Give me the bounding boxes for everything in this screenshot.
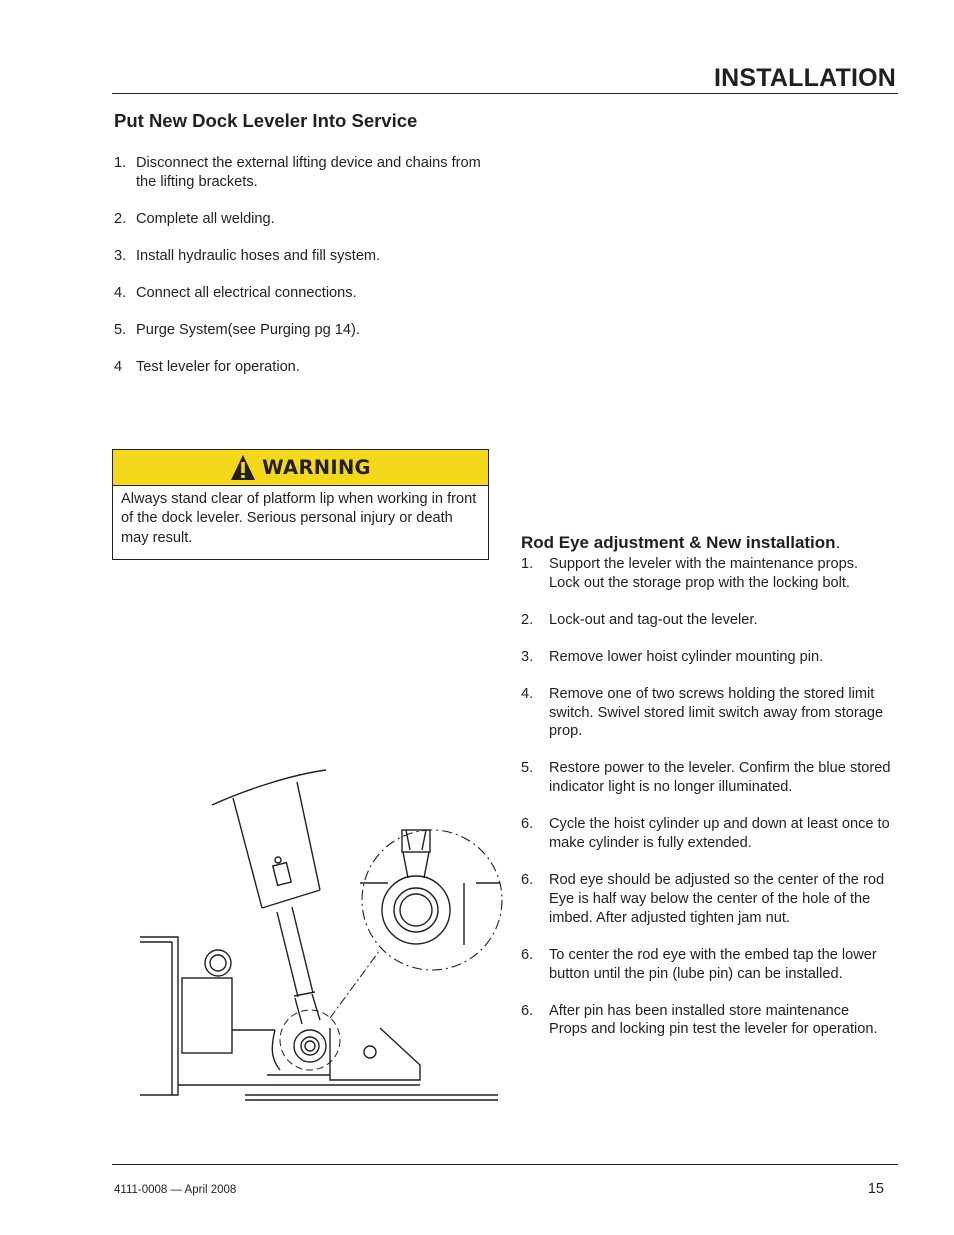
step-text: Rod eye should be adjusted so the center of the rod Eye is half way below the center of the hole of the imbed. After adjusted tighten jam nut. — [549, 871, 885, 926]
step-text: Support the leveler with the maintenance props. Lock out the storage prop with the locking bolt. — [549, 556, 859, 591]
list-item — [114, 247, 494, 266]
step-number: 2. — [521, 611, 534, 628]
list-item — [521, 648, 891, 667]
step-text: Purge System(see Purging pg 14). — [136, 322, 360, 338]
step-text: Restore power to the leveler. Confirm the blue stored indicator light is no longer illuminated. — [549, 760, 891, 796]
step-number: 5. — [114, 322, 127, 338]
service-section-heading: Put New Dock Leveler Into Service — [114, 110, 418, 131]
step-text: Test leveler for operation. — [136, 359, 300, 375]
rod-heading-text: Rod Eye adjustment & New installation — [521, 533, 836, 552]
list-item — [521, 815, 891, 853]
list-item — [521, 611, 891, 630]
warning-label: WARNING — [262, 456, 371, 479]
step-number: 6. — [521, 816, 534, 833]
step-text: Disconnect the external lifting device and chains from the lifting brackets. — [136, 155, 481, 190]
step-text: Remove one of two screws holding the stored limit switch. Swivel stored limit switch away from storage prop. — [549, 685, 884, 740]
list-item — [114, 321, 494, 340]
header-rule — [112, 93, 898, 94]
step-text: Install hydraulic hoses and fill system. — [136, 248, 381, 264]
page-title: INSTALLATION — [713, 64, 896, 92]
hoist-cylinder-diagram — [130, 760, 505, 1105]
step-number: 2. — [114, 211, 127, 227]
list-item — [114, 284, 494, 303]
step-number: 4 — [114, 359, 123, 375]
step-number: 3. — [521, 648, 534, 665]
list-item — [521, 685, 891, 742]
step-number: 5. — [521, 760, 534, 777]
cylinder-body-drawing — [212, 770, 326, 1024]
footer-doc-reference: 4111-0008 — April 2008 — [114, 1184, 237, 1196]
page-number: 15 — [867, 1181, 884, 1197]
step-number: 4. — [114, 285, 127, 301]
warning-text: Always stand clear of platform lip when working in front of the dock leveler. Serious personal injury or death may result. — [121, 491, 477, 546]
step-text: Connect all electrical connections. — [136, 285, 357, 301]
step-number: 6. — [521, 1002, 534, 1019]
list-item — [521, 946, 891, 984]
step-number: 3. — [114, 248, 127, 264]
list-item — [521, 1002, 891, 1040]
list-item — [521, 871, 891, 928]
list-item — [521, 759, 891, 797]
footer-rule — [112, 1164, 898, 1165]
step-text: Complete all welding. — [136, 211, 275, 227]
step-number: 6. — [521, 871, 534, 888]
warning-banner — [113, 450, 488, 486]
step-number: 4. — [521, 685, 534, 702]
service-steps-list — [114, 154, 494, 377]
rod-section-heading — [521, 533, 840, 553]
list-item — [114, 358, 494, 377]
step-text: Remove lower hoist cylinder mounting pin. — [549, 648, 824, 665]
step-text: To center the rod eye with the embed tap the lower button until the pin (lube pin) can be installed. — [549, 946, 877, 982]
step-number: 6. — [521, 946, 534, 963]
step-text: Cycle the hoist cylinder up and down at least once to make cylinder is fully extended. — [549, 816, 890, 852]
step-number: 1. — [114, 155, 127, 171]
step-number: 1. — [521, 556, 534, 572]
warning-triangle-icon — [230, 454, 256, 481]
rod-steps-list — [521, 555, 891, 1039]
list-item — [114, 154, 494, 192]
detail-callout-drawing — [360, 830, 502, 970]
step-text: After pin has been installed store maintenance Props and locking pin test the leveler for operation. — [549, 1002, 878, 1038]
list-item — [114, 210, 494, 229]
step-text: Lock-out and tag-out the leveler. — [549, 611, 758, 628]
warning-box — [112, 449, 489, 560]
rod-heading-period: . — [835, 533, 841, 552]
list-item — [521, 555, 891, 593]
